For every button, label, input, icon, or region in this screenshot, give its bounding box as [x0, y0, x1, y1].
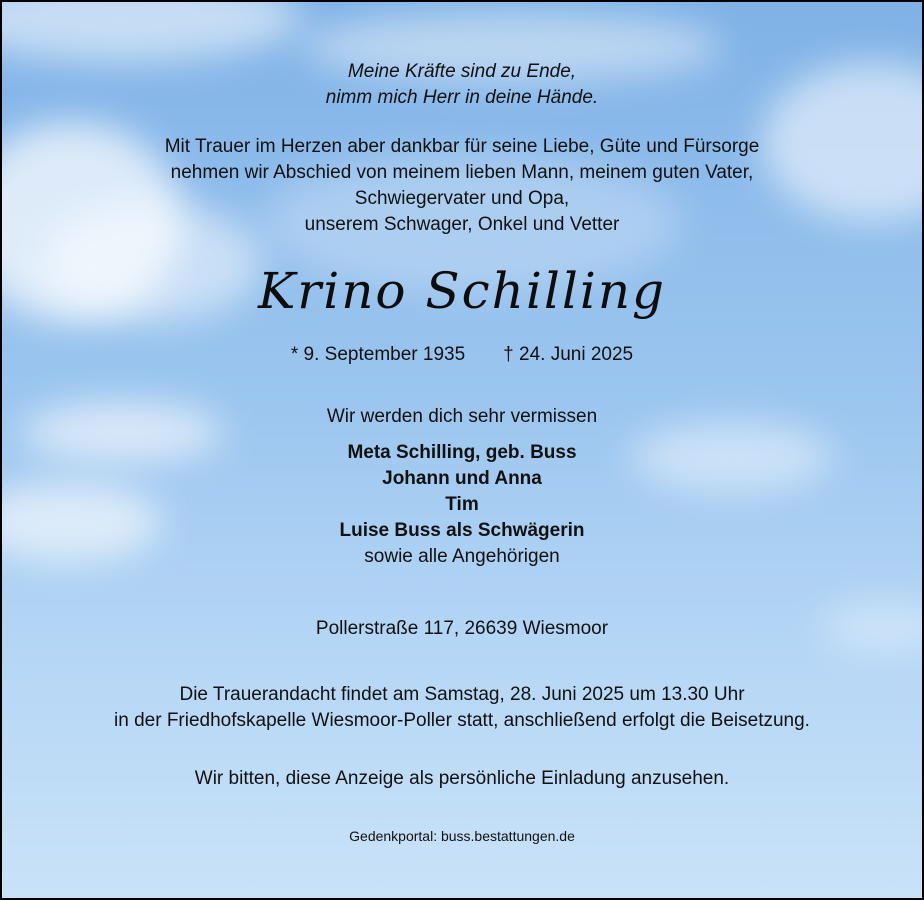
- intro-line: Schwiegervater und Opa,: [354, 188, 570, 209]
- ceremony-line: Die Trauerandacht findet am Samstag, 28. Juni 2025 um 13.30 Uhr: [179, 684, 745, 705]
- address: Pollerstraße 117, 26639 Wiesmoor: [315, 618, 609, 639]
- mourner: Tim: [445, 494, 479, 515]
- mourner: Meta Schilling, geb. Buss: [347, 442, 577, 463]
- invitation-note: Wir bitten, diese Anzeige als persönliche Einladung anzusehen.: [194, 768, 730, 789]
- life-dates: [2, 342, 922, 368]
- mourner: Johann und Anna: [382, 468, 542, 489]
- memorial-portal: Gedenkportal: buss.bestattungen.de: [349, 828, 575, 844]
- relatives-line: sowie alle Angehörigen: [364, 546, 560, 567]
- intro-text: [2, 134, 922, 238]
- motto-line: nimm mich Herr in deine Hände.: [325, 87, 599, 108]
- intro-line: nehmen wir Abschied von meinem lieben Mann, meinem guten Vater,: [170, 162, 754, 183]
- intro-line: unserem Schwager, Onkel und Vetter: [304, 214, 620, 235]
- intro-line: Mit Trauer im Herzen aber dankbar für seine Liebe, Güte und Fürsorge: [164, 136, 760, 157]
- mourner: Luise Buss als Schwägerin: [339, 520, 585, 541]
- ceremony-line: in der Friedhofskapelle Wiesmoor-Poller statt, anschließend erfolgt die Beisetzung.: [114, 710, 810, 731]
- motto-line: Meine Kräfte sind zu Ende,: [347, 61, 577, 82]
- death-date: † 24. Juni 2025: [503, 344, 634, 365]
- deceased-name: Krino Schilling: [257, 262, 667, 320]
- obituary-text: [2, 2, 922, 898]
- birth-date: * 9. September 1935: [290, 344, 466, 365]
- miss-line: Wir werden dich sehr vermissen: [326, 406, 598, 427]
- ceremony-info: [2, 682, 922, 734]
- mourners-list: [2, 440, 922, 570]
- obituary-card: [2, 2, 922, 898]
- motto-verse: [2, 59, 922, 111]
